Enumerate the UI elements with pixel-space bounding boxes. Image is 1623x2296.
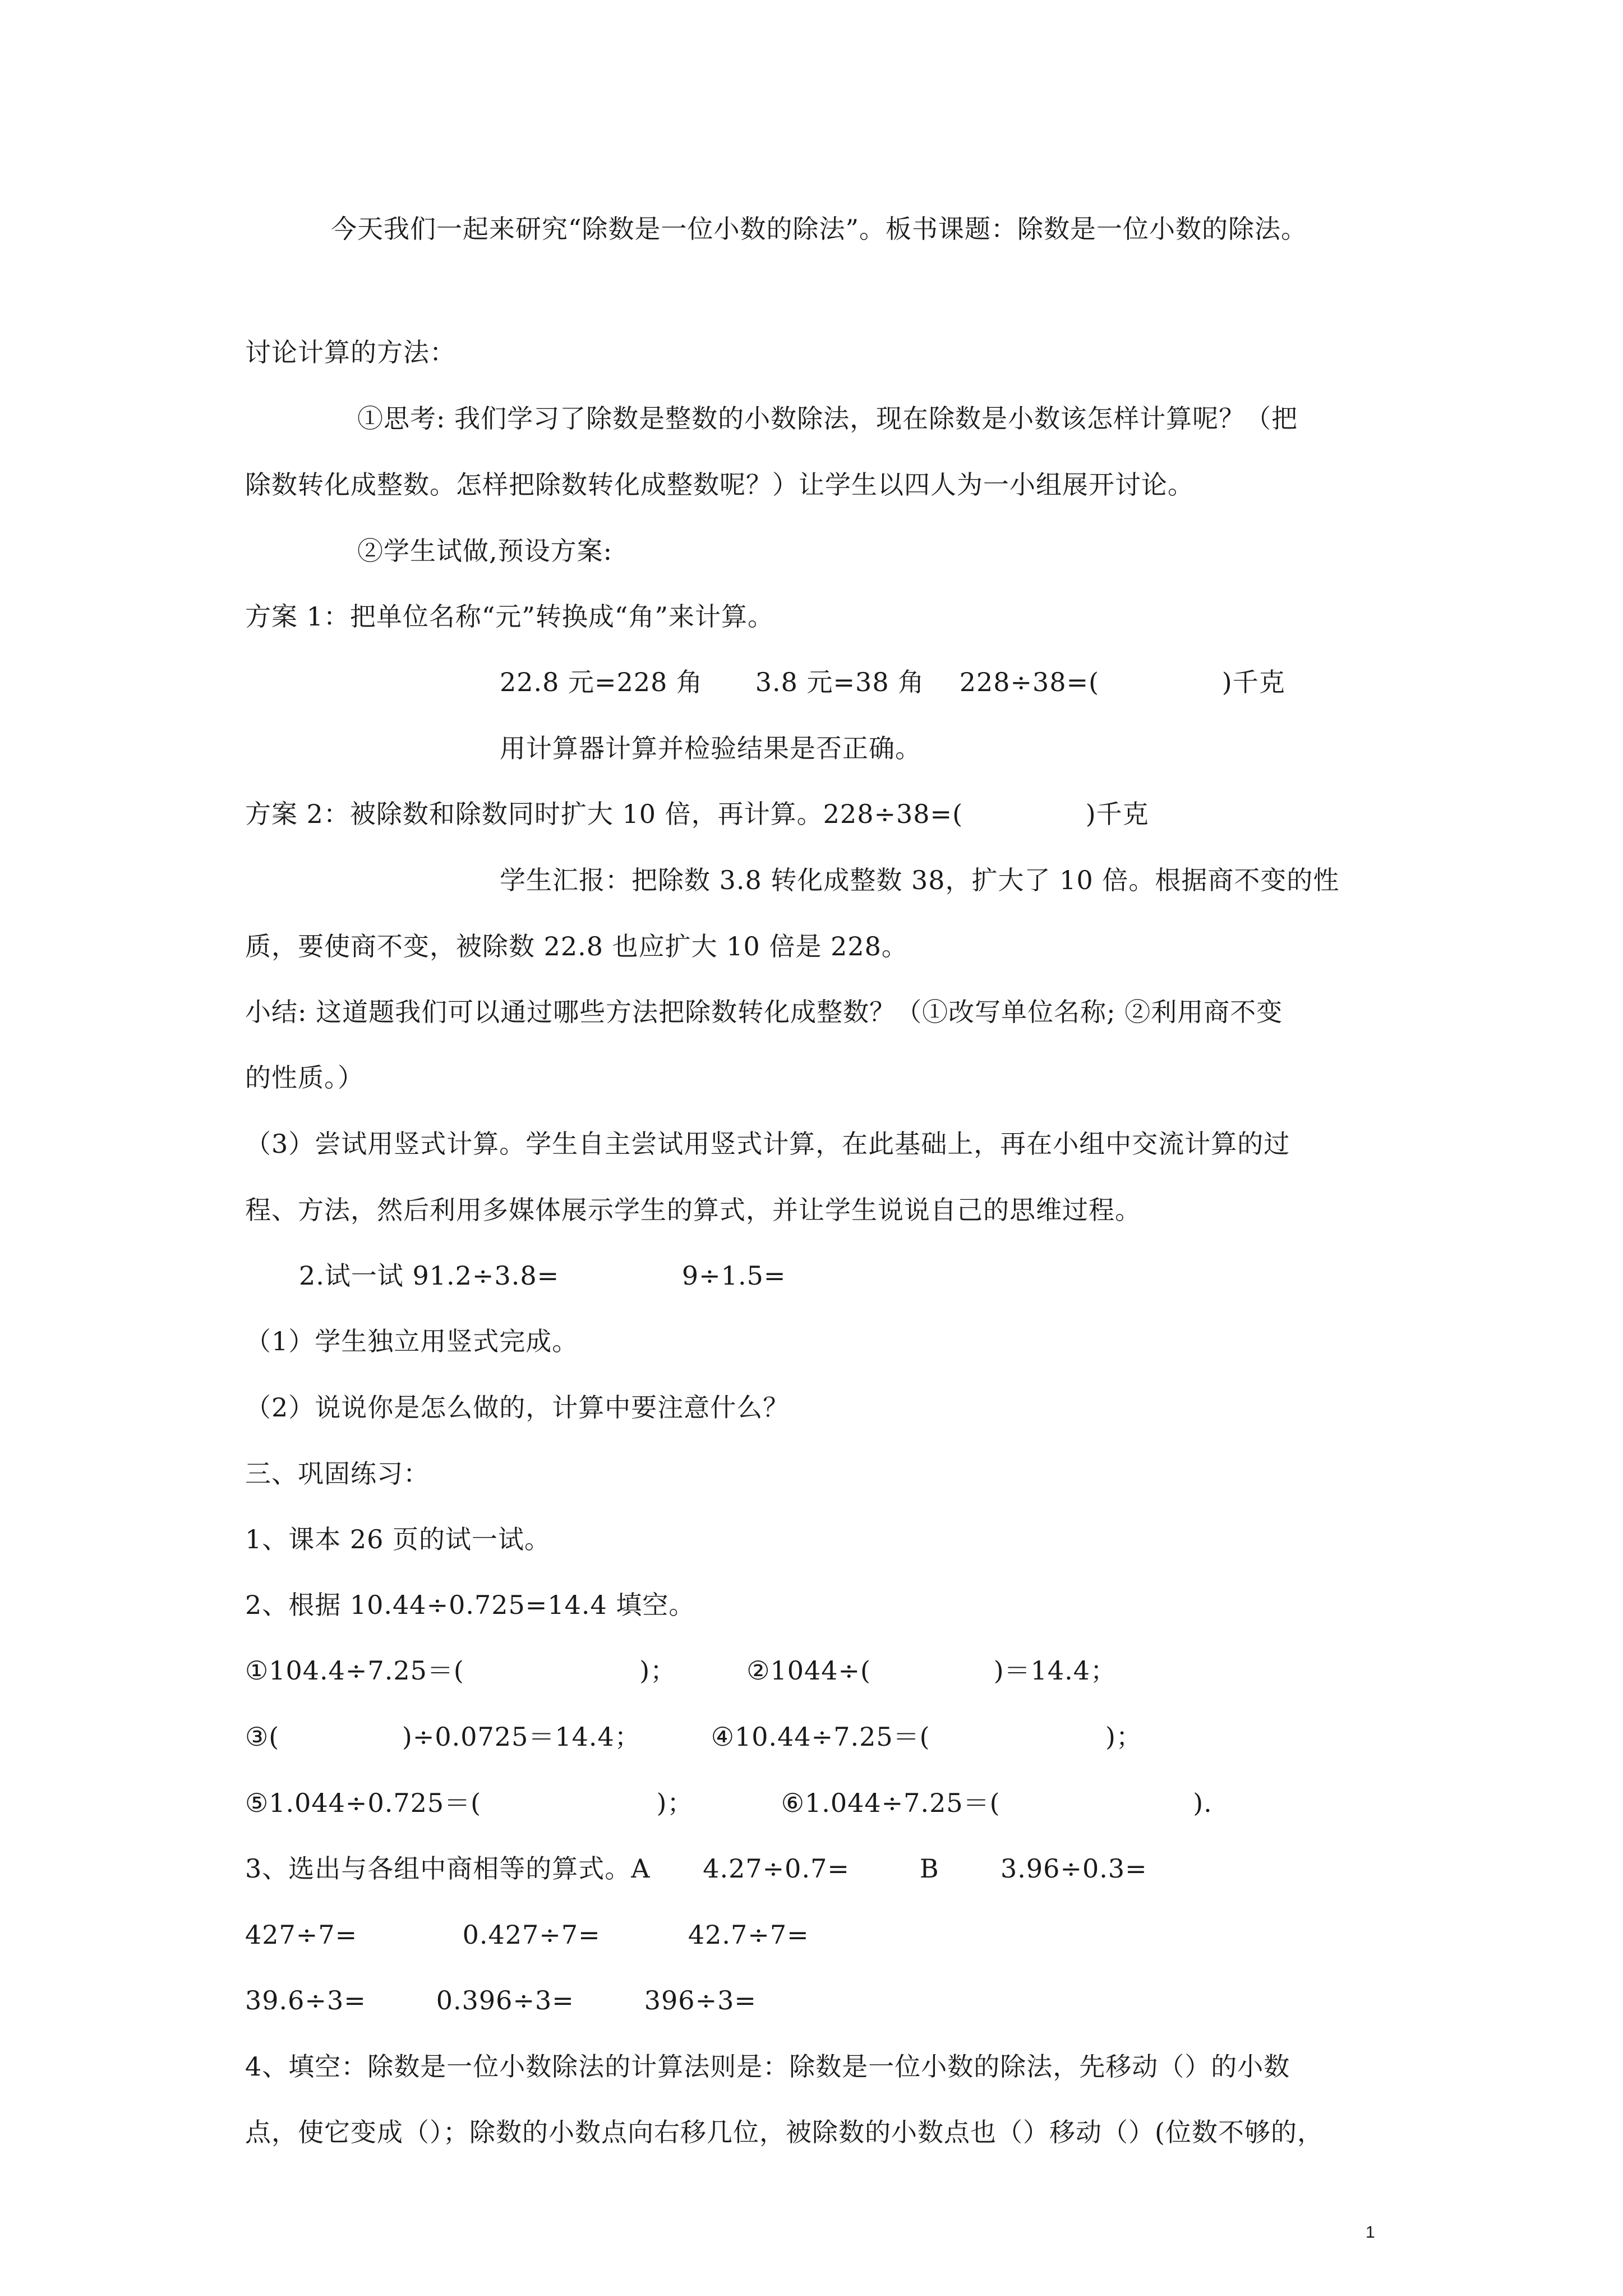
plan-1-verify-line: 用计算器计算并检验结果是否正确。 xyxy=(500,733,921,763)
vertical-calc-line-2: 程、方法，然后利用多媒体展示学生的算式，并让学生说说自己的思维过程。 xyxy=(245,1195,1141,1225)
report-line-1: 学生汇报：把除数 3.8 转化成整数 38，扩大了 10 倍。根据商不变的性 xyxy=(500,865,1340,895)
exercise-4-line-1: 4、填空：除数是一位小数除法的计算法则是：除数是一位小数的除法，先移动（）的小数 xyxy=(245,2051,1290,2082)
exercise-2-line: 2、根据 10.44÷0.725=14.4 填空。 xyxy=(245,1590,695,1620)
try-it-line: 2.试一试 91.2÷3.8= 9÷1.5= xyxy=(299,1260,786,1291)
step-2-line: （2）说说你是怎么做的，计算中要注意什么？ xyxy=(245,1392,790,1423)
plan-1-calc-line: 22.8 元=228 角 3.8 元=38 角 228÷38=( )千克 xyxy=(500,667,1285,697)
section-heading-discussion: 讨论计算的方法： xyxy=(245,337,456,367)
group-a-line: 427÷7= 0.427÷7= 42.7÷7= xyxy=(245,1920,809,1950)
think-line-2: 除数转化成整数。怎样把除数转化成整数呢？）让学生以四人为一小组展开讨论。 xyxy=(245,470,1194,500)
report-line-2: 质，要使商不变，被除数 22.8 也应扩大 10 倍是 228。 xyxy=(245,931,908,961)
plan-2-line: 方案 2：被除数和除数同时扩大 10 倍，再计算。228÷38=( )千克 xyxy=(245,799,1149,829)
summary-line-2: 的性质。） xyxy=(245,1062,364,1093)
plan-1-line: 方案 1：把单位名称“元”转换成“角”来计算。 xyxy=(245,601,774,632)
fill-blank-line-2: ③( )÷0.0725＝14.4； ④10.44÷7.25＝( )； xyxy=(245,1722,1142,1752)
summary-line-1: 小结: 这道题我们可以通过哪些方法把除数转化成整数？（①改写单位名称; ②利用商不变 xyxy=(245,997,1283,1027)
exercise-1-line: 1、课本 26 页的试一试。 xyxy=(245,1524,551,1554)
group-b-line: 39.6÷3= 0.396÷3= 396÷3= xyxy=(245,1985,757,2016)
student-try-line: ②学生试做,预设方案: xyxy=(357,536,613,566)
step-1-line: （1）学生独立用竖式完成。 xyxy=(245,1326,579,1356)
fill-blank-line-3: ⑤1.044÷0.725＝( )； ⑥1.044÷7.25＝( ). xyxy=(245,1788,1212,1818)
section-heading-practice: 三、巩固练习： xyxy=(245,1458,430,1489)
intro-line: 今天我们一起来研究“除数是一位小数的除法”。板书课题：除数是一位小数的除法。 xyxy=(331,214,1308,244)
exercise-4-line-2: 点，使它变成（）；除数的小数点向右移几位，被除数的小数点也（）移动（）(位数不够的， xyxy=(245,2117,1324,2147)
vertical-calc-line-1: （3）尝试用竖式计算。学生自主尝试用竖式计算，在此基础上，再在小组中交流计算的过 xyxy=(245,1129,1290,1159)
fill-blank-line-1: ①104.4÷7.25＝( )； ②1044÷( )＝14.4； xyxy=(245,1655,1117,1686)
exercise-3-line: 3、选出与各组中商相等的算式。A 4.27÷0.7= B 3.96÷0.3= xyxy=(245,1853,1147,1884)
page-number: 1 xyxy=(1366,2223,1375,2242)
think-line-1: ①思考: 我们学习了除数是整数的小数除法，现在除数是小数该怎样计算呢？（把 xyxy=(357,403,1298,434)
